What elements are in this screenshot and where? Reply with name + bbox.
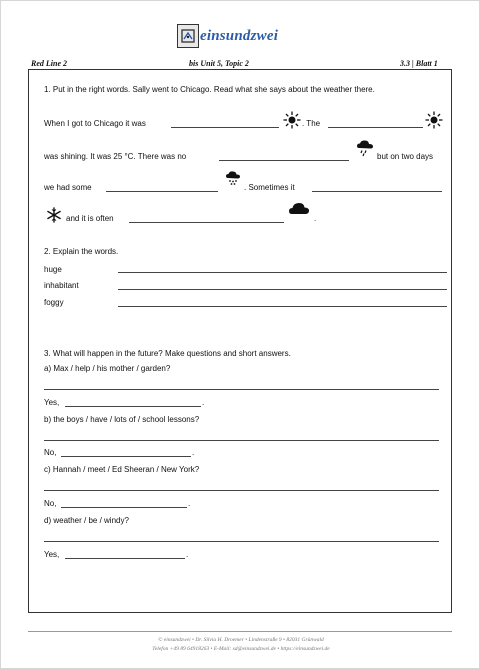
cloud-icon	[288, 201, 310, 215]
ex2-word-2: inhabitant	[44, 281, 79, 290]
ex3-end-d: .	[186, 550, 189, 559]
ex1-line3-text-b: . Sometimes it	[244, 183, 295, 192]
ex2-instruction: 2. Explain the words.	[44, 247, 119, 256]
ex3-prompt-b: b) the boys / have / lots of / school lessons?	[44, 415, 200, 424]
blank-2[interactable]	[328, 127, 423, 128]
ex3-answer-line[interactable]	[65, 558, 185, 559]
ex3-question-line[interactable]	[44, 440, 439, 441]
blank-3[interactable]	[219, 160, 349, 161]
ex3-instruction: 3. What will happen in the future? Make questions and short answers.	[44, 349, 291, 358]
ex2-answer-line[interactable]	[118, 306, 447, 307]
snowflake-icon	[46, 207, 62, 223]
ex2-answer-line[interactable]	[118, 272, 447, 273]
ex3-prompt-c: c) Hannah / meet / Ed Sheeran / New York?	[44, 465, 200, 474]
header-sheet-number: 3.3 | Blatt 1	[400, 59, 438, 68]
footer-divider	[28, 631, 452, 632]
ex3-question-line[interactable]	[44, 490, 439, 491]
ex3-prompt-d: d) weather / be / windy?	[44, 516, 129, 525]
blank-4[interactable]	[106, 191, 218, 192]
ex3-answer-line[interactable]	[61, 456, 191, 457]
blank-6[interactable]	[129, 222, 284, 223]
ex3-end-a: .	[202, 398, 205, 407]
ex2-word-3: foggy	[44, 298, 64, 307]
blank-1[interactable]	[171, 127, 279, 128]
ex3-prompt-a: a) Max / help / his mother / garden?	[44, 364, 171, 373]
ex3-end-b: .	[192, 448, 195, 457]
ex1-line1-text: When I got to Chicago it was	[44, 119, 146, 128]
ex3-answer-line[interactable]	[61, 507, 187, 508]
ex2-answer-line[interactable]	[118, 289, 447, 290]
ex1-line4-text-b: .	[314, 214, 317, 223]
ex3-answer-d: Yes,	[44, 550, 60, 559]
rain-cloud-icon	[355, 138, 375, 158]
ex3-answer-a: Yes,	[44, 398, 60, 407]
ex1-instruction: 1. Put in the right words. Sally went to Chicago. Read what she says about the weather there.	[44, 85, 375, 94]
sun-icon	[283, 111, 301, 129]
ex3-answer-b: No,	[44, 448, 57, 457]
footer-contact: Telefon +49 89 64918263 • E-Mail: sd@einsundzwei.de • https://einsundzwei.de	[152, 646, 330, 652]
header-unit: bis Unit 5, Topic 2	[189, 59, 249, 68]
ex3-question-line[interactable]	[44, 389, 439, 390]
ex1-line4-text: and it is often	[66, 214, 114, 223]
snow-cloud-icon	[224, 169, 242, 187]
header-course: Red Line 2	[31, 59, 67, 68]
book-logo-icon	[177, 24, 199, 48]
ex1-line1-text-b: . The	[302, 119, 321, 128]
footer-address: © einsundzwei • Dr. Silvia H. Droemer • Lindenstraße 9 • 82031 Grünwald	[158, 637, 324, 643]
ex1-line3-text: we had some	[44, 183, 92, 192]
ex3-answer-line[interactable]	[65, 406, 201, 407]
ex3-answer-c: No,	[44, 499, 57, 508]
ex2-word-1: huge	[44, 265, 62, 274]
sun-icon	[425, 111, 443, 129]
blank-5[interactable]	[312, 191, 442, 192]
ex3-end-c: .	[188, 499, 191, 508]
logo-text: einsundzwei	[200, 27, 279, 44]
ex3-question-line[interactable]	[44, 541, 439, 542]
logo	[177, 24, 278, 48]
ex1-line2-text-b: but on two days	[377, 152, 434, 161]
ex1-line2-text: was shining. It was 25 °C. There was no	[44, 152, 187, 161]
